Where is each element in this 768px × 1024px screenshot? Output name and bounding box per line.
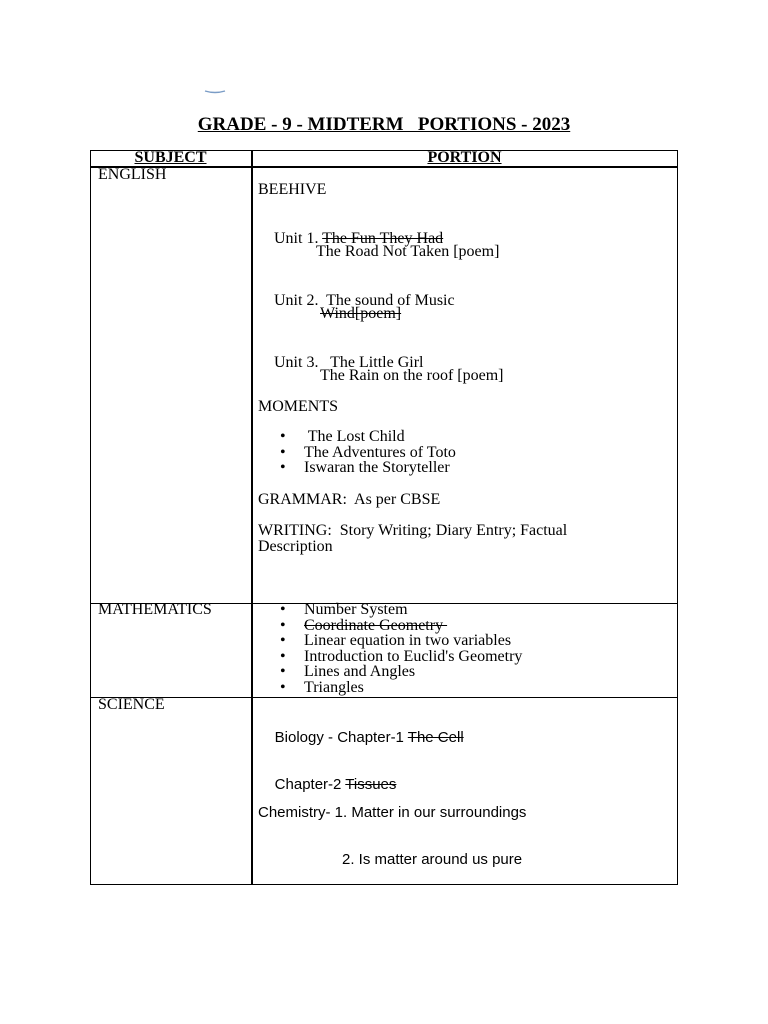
chemistry-line-1: Chemistry- 1. Matter in our surroundings	[258, 804, 527, 821]
biology-prefix: Biology - Chapter-1	[274, 729, 408, 746]
table-border-left	[90, 150, 91, 885]
subject-mathematics: MATHEMATICS	[98, 601, 212, 618]
writing-line-2: Description	[258, 538, 333, 555]
page-title: GRADE - 9 - MIDTERM PORTIONS - 2023	[197, 114, 571, 135]
row-divider-science	[90, 697, 678, 698]
list-item: • Iswaran the Storyteller	[280, 460, 456, 476]
unit1-poem: The Road Not Taken [poem]	[316, 243, 500, 260]
subject-science: SCIENCE	[98, 696, 165, 713]
beehive-heading: BEEHIVE	[258, 181, 327, 198]
portions-table	[90, 150, 678, 885]
list-item: • Coordinate Geometry	[280, 618, 522, 634]
list-item: • The Adventures of Toto	[280, 445, 456, 461]
chapter2-prefix: Chapter-2	[274, 776, 346, 793]
grammar-line: GRAMMAR: As per CBSE	[258, 491, 441, 508]
column-divider	[251, 150, 253, 885]
unit1-chapter: The Fun They Had	[322, 230, 444, 247]
moments-list	[280, 429, 456, 476]
list-item: • Number System	[280, 602, 522, 618]
unit3-poem: The Rain on the roof [poem]	[320, 367, 504, 384]
unit3-chapter: The Little Girl	[330, 354, 424, 371]
unit2-poem: Wind[poem]	[320, 305, 402, 322]
unit1-prefix: Unit 1.	[274, 230, 323, 247]
biology-chapter: The Cell	[407, 729, 464, 746]
unit3-prefix: Unit 3.	[274, 354, 331, 371]
list-item: • Lines and Angles	[280, 664, 522, 680]
header-subject: SUBJECT	[134, 149, 207, 166]
chapter2-title: Tissues	[345, 776, 397, 793]
subject-english: ENGLISH	[98, 166, 167, 183]
list-item: • Linear equation in two variables	[280, 633, 522, 649]
biology-line	[258, 711, 464, 765]
moments-heading: MOMENTS	[258, 398, 339, 415]
table-border-bottom	[90, 884, 678, 885]
writing-line-1: WRITING: Story Writing; Diary Entry; Factual	[258, 522, 568, 539]
logo-mark-icon	[204, 90, 226, 94]
unit2-chapter: The sound of Music	[326, 292, 455, 309]
list-item: • Introduction to Euclid's Geometry	[280, 649, 522, 665]
unit2-prefix: Unit 2.	[274, 292, 327, 309]
list-item: • The Lost Child	[280, 429, 456, 445]
header-portion: PORTION	[427, 149, 502, 166]
mathematics-list	[280, 602, 522, 695]
table-border-right	[677, 150, 678, 885]
list-item: • Triangles	[280, 680, 522, 696]
chemistry-line-2: 2. Is matter around us pure	[342, 851, 523, 868]
